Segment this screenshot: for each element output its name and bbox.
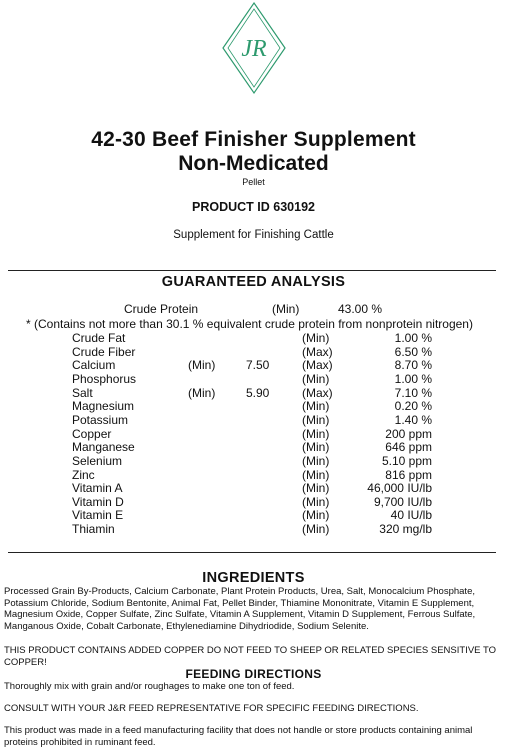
guaranteed-value: 200 ppm (385, 426, 432, 441)
analysis-row (0, 427, 507, 441)
product-purpose: Supplement for Finishing Cattle (173, 229, 334, 241)
qualifier: (Min) (302, 412, 330, 427)
qualifier: (Min) (302, 508, 330, 523)
guaranteed-value: 7.10 % (394, 385, 432, 400)
analysis-row (0, 399, 507, 413)
min-value: 5.90 (246, 385, 270, 400)
crude-protein-name: Crude Protein (124, 302, 199, 316)
feeding-directions-text: Thoroughly mix with grain and/or roughages to make one ton of feed. (4, 681, 295, 692)
analysis-row (0, 522, 507, 536)
product-form: Pellet (242, 177, 265, 187)
nutrient-name: Magnesium (72, 399, 135, 414)
guaranteed-value: 6.50 % (394, 344, 432, 359)
guaranteed-value: 1.00 % (394, 331, 432, 345)
analysis-row (0, 386, 507, 400)
guaranteed-value: 0.20 % (394, 399, 432, 414)
product-title: 42-30 Beef Finisher Supplement (91, 128, 416, 151)
ingredients-heading: INGREDIENTS (202, 570, 305, 586)
nutrient-name: Crude Fiber (72, 344, 136, 359)
nutrient-name: Phosphorus (72, 371, 137, 386)
nutrient-name: Manganese (72, 440, 135, 455)
nutrient-name: Crude Fat (72, 331, 126, 345)
qualifier: (Min) (302, 440, 330, 455)
qualifier: (Min) (302, 522, 330, 537)
nutrient-name: Copper (72, 426, 112, 441)
ingredients-text: Processed Grain By-Products, Calcium Carbonate, Plant Protein Products, Urea, Salt, Monocalcium Phosphate, Potassium Chloride, Sodium Bentonite, Animal Fat, Pellet Binder, Thiamine Mononitrate, Vitamin E Supplement, Magnesium Oxide, Copper Sulfate, Zinc Sulfate, Vitamin A Supplement, Vitamin D Supplement, Ferrous Sulfate, Manganous Oxide, Cobalt Carbonate, Ethylenediamine Dihydriodide, Sodium Selenite. (4, 586, 476, 632)
npn-note-prefix: * (Contains not more than (26, 317, 163, 331)
qualifier: (Min) (302, 399, 330, 414)
guaranteed-value: 8.70 % (394, 358, 432, 373)
logo-monogram: JR (241, 36, 267, 62)
product-subtitle-medication: Non-Medicated (178, 152, 329, 175)
npn-note-suffix: % equivalent crude protein from nonprotein nitrogen) (192, 317, 473, 331)
min-qualifier: (Min) (188, 385, 216, 400)
ruminant-disclaimer: This product was made in a feed manufacturing facility that does not handle or store products containing animal proteins prohibited in ruminant feed. (4, 725, 473, 748)
nutrient-name: Vitamin E (72, 508, 124, 523)
min-qualifier: (Min) (188, 358, 216, 373)
guaranteed-value: 320 mg/lb (379, 522, 432, 537)
guaranteed-value: 1.00 % (394, 371, 432, 386)
qualifier: (Min) (302, 494, 330, 509)
guaranteed-value: 5.10 ppm (381, 453, 432, 468)
qualifier: (Min) (302, 426, 330, 441)
analysis-row (0, 413, 507, 427)
qualifier: (Min) (302, 331, 330, 345)
analysis-row (0, 372, 507, 386)
analysis-row (0, 331, 507, 345)
guaranteed-value: 816 ppm (385, 467, 432, 482)
guaranteed-value: 646 ppm (385, 440, 432, 455)
nutrient-name: Vitamin A (72, 481, 123, 496)
guaranteed-value: 46,000 IU/lb (367, 481, 432, 496)
nutrient-name: Thiamin (72, 522, 115, 537)
jr-diamond-logo (220, 0, 288, 96)
crude-protein-value: 43.00 % (338, 302, 383, 316)
divider (8, 270, 496, 271)
qualifier: (Min) (302, 453, 330, 468)
qualifier: (Min) (302, 467, 330, 482)
analysis-row (0, 481, 507, 495)
npn-note (26, 317, 473, 331)
qualifier: (Max) (302, 344, 333, 359)
npn-note-value: 30.1 (166, 317, 190, 331)
consult-text: CONSULT WITH YOUR J&R FEED REPRESENTATIVE FOR SPECIFIC FEEDING DIRECTIONS. (4, 703, 419, 714)
min-value: 7.50 (246, 358, 270, 373)
copper-warning: THIS PRODUCT CONTAINS ADDED COPPER DO NOT FEED TO SHEEP OR RELATED SPECIES SENSITIVE TO COPPER! (4, 645, 496, 668)
divider (8, 552, 496, 553)
analysis-row (0, 508, 507, 522)
analysis-row (0, 358, 507, 372)
analysis-row (0, 345, 507, 359)
nutrient-name: Calcium (72, 358, 116, 373)
feeding-directions-heading: FEEDING DIRECTIONS (185, 667, 322, 681)
nutrient-name: Selenium (72, 453, 123, 468)
nutrient-name: Zinc (72, 467, 95, 482)
product-id: PRODUCT ID 630192 (192, 200, 315, 214)
crude-protein-qualifier: (Min) (272, 302, 300, 316)
nutrient-name: Vitamin D (72, 494, 124, 509)
nutrient-name: Potassium (72, 412, 129, 427)
guaranteed-value: 9,700 IU/lb (373, 494, 432, 509)
guaranteed-value: 40 IU/lb (390, 508, 432, 523)
qualifier: (Max) (302, 358, 333, 373)
qualifier: (Min) (302, 481, 330, 496)
analysis-row (0, 440, 507, 454)
nutrient-name: Salt (72, 385, 93, 400)
guaranteed-analysis-heading: GUARANTEED ANALYSIS (161, 274, 346, 290)
qualifier: (Min) (302, 371, 330, 386)
guaranteed-value: 1.40 % (394, 412, 432, 427)
analysis-row (0, 454, 507, 468)
analysis-row (0, 468, 507, 482)
qualifier: (Max) (302, 385, 333, 400)
analysis-row (0, 495, 507, 509)
